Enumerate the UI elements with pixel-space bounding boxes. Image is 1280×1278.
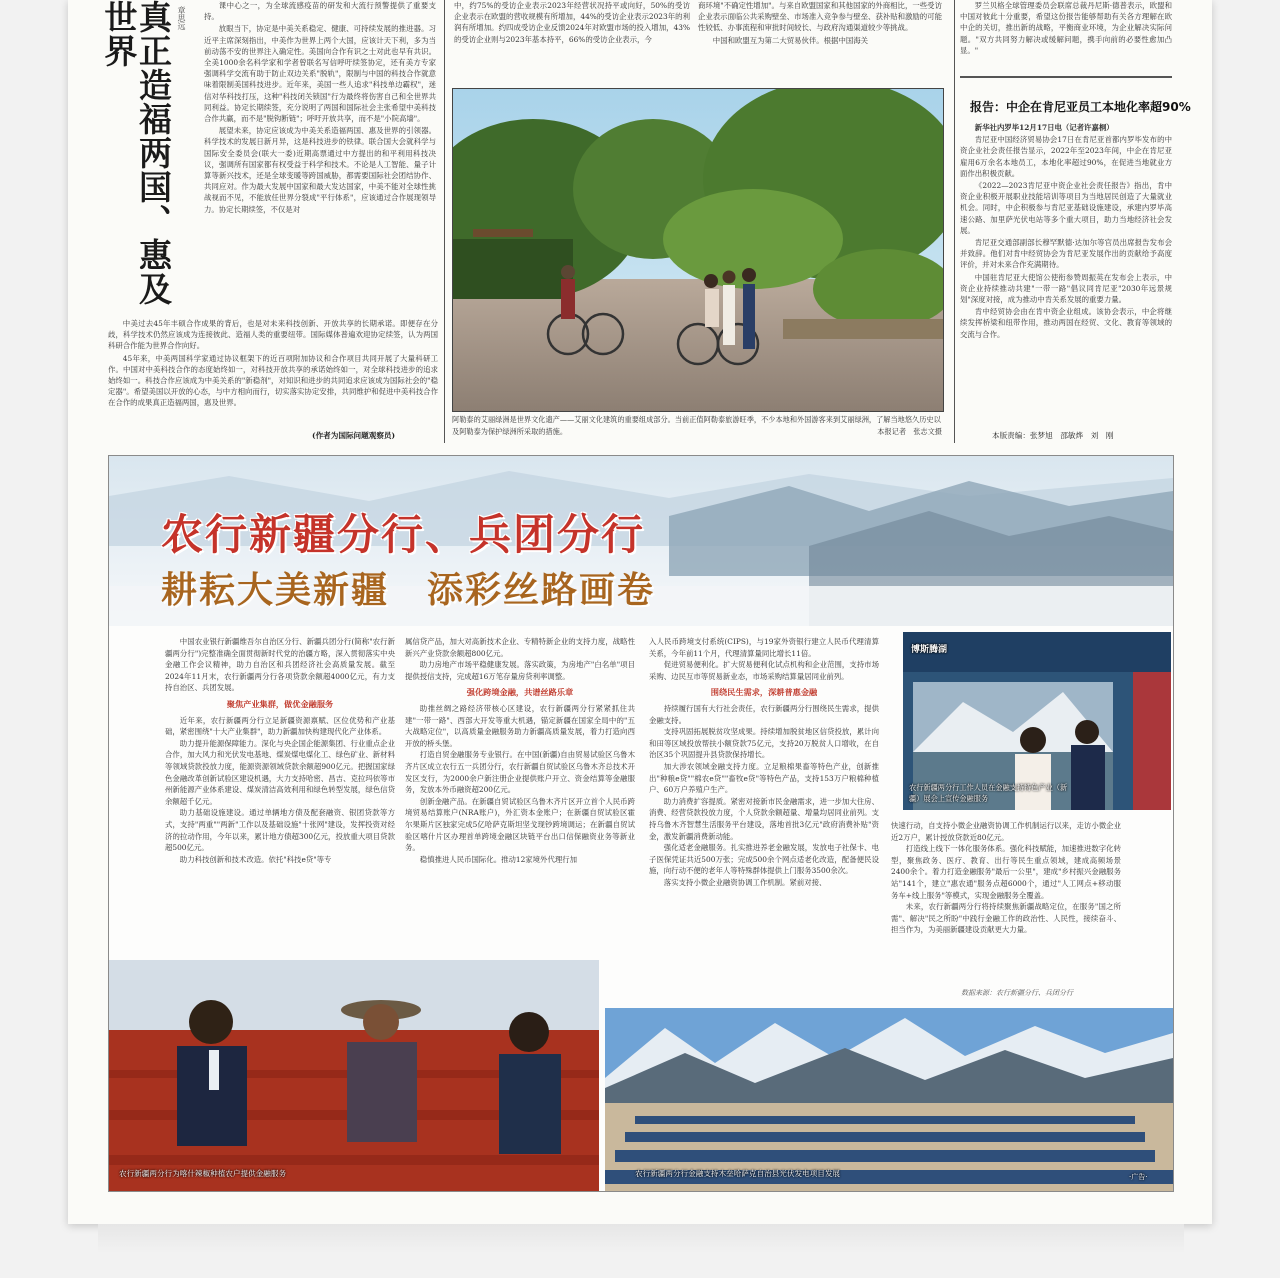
article-headline: 真正造福两国、惠及世界 xyxy=(99,0,173,306)
ad-paragraph: 入人民币跨境支付系统(CIPS)，与19家外资银行建立人民币代理清算关系，今年前11个月，代理清算量同比增长11倍。 xyxy=(649,637,879,658)
text-paragraph: 罗兰贝格全球管理委员会联席总裁丹尼斯·德普表示，欧盟和中国对彼此十分重要，希望这份报告能够帮助有关各方理解在欧中企的关切，推出新的战略，平衡商业环境，为企业解决实际问题。"双方共同努力解决或缓解问题，携手向前的必要性愈加凸显。" xyxy=(960,1,1172,55)
article-paragraph: 展望未来，协定应该成为中美关系造福两国、惠及世界的引领器。科学技术的发展日新月异，这是科技进步的铁律。联合国大会就科学与国际安全委员会(联大一委)近期高票通过中方提出的和平利用科技决议，强调所有国家都有权受益于科学和技术。不论是人工智能、量子计算等新兴技术，还是全球变暖等跨国威胁，都需要国际社会团结协作、共同应对。作为最大发展中国家和最大发达国家，中美不能对全球性挑战视而不见，不能放任世界分裂成"平行体系"，应该通过合作展现领导力。协定长期续签，不仅是对 xyxy=(204,126,436,214)
column-rule xyxy=(444,0,445,443)
ad-section-heading: 围绕民生需求，深耕普惠金融 xyxy=(710,687,818,698)
text-paragraph: 中国和欧盟互为第二大贸易伙伴。根据中国海关 xyxy=(712,35,869,45)
ad-column-4 xyxy=(891,820,1121,980)
report-paragraph: 中国驻肯尼亚大使馆公使衔参赞周振英在发布会上表示，中资企业持续推动共建"一带一路"倡议同肯尼亚"2030年远景规划"深度对接，成为推动中肯关系发展的重要力量。 xyxy=(960,272,1172,305)
ad-source: 数据来源：农行新疆分行、兵团分行 xyxy=(961,989,1073,997)
ad-paragraph: 快速行动，自支持小微企业融资协调工作机制运行以来，走访小微企业近2万户，累计授放贷款近80亿元。 xyxy=(891,821,1121,842)
report-paragraph: 肯尼亚交通部副部长穆罕默德·达加尔等官员出席报告发布会并致辞。他们对肯中经贸协会为肯尼亚发展作出的贡献给予高度评价，并对未来合作充满期待。 xyxy=(960,238,1172,270)
article-author: 章思远 xyxy=(177,6,186,30)
report-column xyxy=(960,122,1172,422)
ad-paragraph: 落实支持小微企业融资协调工作机制。紧前对接、 xyxy=(663,877,827,887)
eu-report-text-3 xyxy=(960,0,1172,64)
ad-paragraph: 助力科技创新和技术改造。依托"科技e贷"等专 xyxy=(179,854,332,864)
ad-mark: ·广告· xyxy=(1129,1173,1148,1181)
report-paragraph: 《2022—2023肯尼亚中资企业社会责任报告》指出，肯中资企业积极开展职业技能培训等项目为当地居民创造了大量就业机会。同时，中企积极参与肯尼亚基础设施建设，承建内罗毕高速公路、加里萨光伏电站等多个重大项目，助力当地经济社会发展。 xyxy=(960,181,1172,235)
eu-report-text-2 xyxy=(698,0,942,66)
photo-credit: 本报记者 张志文摄 xyxy=(877,427,942,436)
article-signature: (作者为国际问题观察员) xyxy=(312,431,396,440)
ad-paragraph: 助力提升能源保障能力。深化与央企国企能源集团、行业重点企业合作，加大风力和光伏发电基地、煤炭煤电煤化工、绿色矿业、新材料等领域贷款投放力度，能源资源领域贷款余额超900亿元。把握国家绿色金融改革创新试验区建设机遇，大力支持哈密、昌吉、克拉玛依等市州新能源产业体系建设、煤炭清洁高效利用和绿色转型发展，绿色信贷余额超千亿元。 xyxy=(165,738,395,806)
text-paragraph: 商环境"不确定性增加"。与来自欧盟国家和其他国家的外商相比，一些受访企业表示面临公共采购壁垒、市场准入竞争参与壁垒、获补贴和激励的可能性较低、办事流程和审批时间较长、与政府沟通渠道较少等挑战。 xyxy=(698,1,942,33)
ad-paragraph: 助力消费扩容提质。紧密对接新市民金融需求，进一步加大住房、消费、经营贷款投放力度，个人贷款余额超量、增量均居同业前列。支持乌鲁木齐智慧生活服务平台建设，落地首批3亿元"政府消费补贴"资金，激发新疆消费新动能。 xyxy=(649,796,879,841)
ad-intro: 中国农业银行新疆维吾尔自治区分行、新疆兵团分行(简称"农行新疆两分行")完整准确全面贯彻新时代党的治疆方略，深入贯彻落实中央金融工作会议精神，助力自治区和兵团经济社会高质量发展。截至2024年11月末，农行新疆两分行各项贷款余额超4000亿元，有力支持自治区、兵团发展。 xyxy=(165,637,395,693)
ad-paragraph: 属信贷产品，加大对高新技术企业、专精特新企业的支持力度，战略性新兴产业贷款余额超800亿元。 xyxy=(405,637,635,658)
ad-paragraph: 助力房地产市场平稳健康发展。落实政策，为房地产"白名单"项目提供授信支持，完成超16万笔存量房贷利率调整。 xyxy=(405,660,635,681)
ad-section-heading: 强化跨境金融，共谱丝路乐章 xyxy=(466,687,574,698)
ad-banner xyxy=(109,456,1173,626)
report-paragraph: 肯尼亚中国经济贸易协会17日在肯尼亚首都内罗毕发布的中资企业社会责任报告显示，2022年至2023年间，中企在肯尼亚雇用6万余名本地员工，本地化率超过90%，在促进当地就业方面作出积极贡献。 xyxy=(960,135,1172,178)
ad-paragraph: 强化适老金融服务。扎实推进养老金融发展，发放电子社保卡、电子医保凭证共近500万张；完成500余个网点适老化改造，配备便民设施，向行动不便的老年人等特殊群体提供上门服务3500余次。 xyxy=(649,843,879,876)
booth-sign-text: 博斯腾湖 xyxy=(911,645,948,655)
article-bottom-column xyxy=(108,318,438,428)
section-rule xyxy=(960,76,1172,78)
oasis-photo xyxy=(452,88,944,412)
ad-paragraph: 未来，农行新疆两分行将持续聚焦新疆战略定位，在服务"国之所需"、解决"民之所盼"中践行金融工作的政治性、人民性，接续奋斗、担当作为，为美丽新疆建设贡献更大力量。 xyxy=(891,902,1121,935)
text-paragraph: 中，约75%的受访企业表示2023年经营状况持平或向好，50%的受访企业表示在欧盟的营收规模有所增加，44%的受访企业表示2023年的利润有所增加。约四成受访企业反馈2024年对欧盟市场的投入增加，43%的受访企业则与2023年基本持平，66%的受访企业表示，今 xyxy=(454,1,690,44)
ad-section-heading: 聚焦产业集群，做优金融服务 xyxy=(226,698,334,709)
chili-farm-photo xyxy=(109,960,599,1191)
photo-caption-text: 阿勒泰的艾丽绿洲是世界文化遗产——艾丽文化建筑的重要组成部分。当前正值阿勒泰旅游旺季，不少本地和外国游客来到艾丽绿洲，了解当地悠久历史以及阿勒泰为保护绿洲所采取的措施。 xyxy=(452,415,941,436)
advertorial-panel xyxy=(108,455,1174,1192)
eu-report-text-1 xyxy=(454,0,690,66)
ad-column-1 xyxy=(165,636,395,936)
exhibition-photo-caption: 农行新疆两分行工作人员在金融支持特色产业（新疆）展会上宣传金融服务 xyxy=(909,783,1068,803)
column-rule xyxy=(954,0,955,443)
article-paragraph: 课中心之一，为全球流感疫苗的研发和大流行预警提供了重要支持。 xyxy=(204,1,436,22)
ad-paragraph: 加大涉农领域金融支持力度。立足粮棉果畜等特色产业，创新推出"种粮e贷""棉农e贷""畜牧e贷"等特色产品，支持153万户粮棉种植户、60万户养殖户生产。 xyxy=(649,761,879,795)
solar-farm-photo xyxy=(605,1008,1173,1191)
ad-paragraph: 近年来，农行新疆两分行立足新疆资源禀赋、区位优势和产业基础，紧密围绕"十大产业集群"，助力新疆加快构建现代化产业体系。 xyxy=(165,715,395,737)
ad-title: 农行新疆分行、兵团分行 xyxy=(161,510,646,559)
ad-paragraph: 促进贸易便利化。扩大贸易便利化试点机构和企业范围，支持市场采购、边民互市等贸易新业态，市场采购结算量居同业前列。 xyxy=(649,660,879,681)
article-paragraph: 中美过去45年丰硕合作成果的背后，也是对未来科技创新、开放共享的长期承诺。即便存在分歧，科学技术仍然应该成为连接彼此、造福人类的重要纽带。国际媒体普遍欢迎协定续签，认为两国科研合作能为世界合作向好。 xyxy=(108,319,438,351)
report-paragraph: 肯中经贸协会由在肯中资企业组成。该协会表示，中企将继续发挥桥梁和纽带作用，推动两国在经贸、文化、教育等领域的交流与合作。 xyxy=(960,307,1172,339)
article-paragraph: 45年来，中美两国科学家通过协议框架下的近百项附加协议和合作项目共同开展了大量科研工作。中国对中美科技合作的态度始终如一，对科技开放共享的承诺始终如一，对全球科技进步的追求始终如一。科技合作应该成为中美关系的"新稳剂"，对知识和进步的共同追求应该成为国际社会的"稳定器"。希望美国以开放的心态，与中方相向而行，切实落实协定安排，共同维护和促进中美科技合作在合作的成果真正造福两国，惠及世界。 xyxy=(108,353,438,408)
article-paragraph: 放眼当下，协定是中美关系稳定、健康、可持续发展的推进器。习近平主席深刻指出，中美作为世界上两个大国，应该计天下利，多为当前动荡不安的世界注入确定性。美国向合作有识之士对此也早有共识。全美1000余名科学家和学者曾联名写信呼吁续签协定，还有美方专家强调科学交流有助于防止双边关系"脱轨"，限制与中国的科技合作就意味着限制美国科技进步。近年来，美国一些人追求"科技单边霸权"，迷信对华科技打压，这种"科技闭关锁国"行为最终将伤害自己和全世界共同利益。协定长期续签，充分说明了两国和国际社会主张希望中美科技合作共赢，而不是"脱钩断链"；呼吁开放共享，而不是"小院高墙"。 xyxy=(204,24,436,124)
ad-paragraph: 持续履行国有大行社会责任，农行新疆两分行围绕民生需求，提供金融支持。 xyxy=(649,703,879,725)
ad-paragraph: 助推丝绸之路经济带核心区建设，农行新疆两分行紧紧抓住共建"一带一路"、西部大开发等重大机遇，锚定新疆在国家全局中的"五大战略定位"，以高质量金融服务助力新疆高质量发展，着力打造向西开放的桥头堡。 xyxy=(405,703,635,748)
ad-subtitle: 耕耘大美新疆 添彩丝路画卷 xyxy=(161,570,656,611)
ad-paragraph: 打造自贸金融服务专业银行。在中国(新疆)自由贸易试验区乌鲁木齐片区成立农行五一兵团分行，农行新疆自贸试验区乌鲁木齐总技术开发区支行，为2000余户新注册企业提供账户开立、资金结算等金融服务，发放本外币融资超200亿元。 xyxy=(405,750,635,795)
solar-farm-illustration xyxy=(605,1008,1173,1191)
ad-paragraph: 打造线上线下一体化服务体系。强化科技赋能，加速推进数字化转型，聚焦政务、医疗、教育、出行等民生重点领域，建成高频场景2400余个。着力打造金融服务"最后一公里"，建成"乡村振兴金融服务站"141个，建立"惠农通"服务点超6000个，通过"人工网点+移动服务车+线上服务"等模式，实现金融服务全覆盖。 xyxy=(891,844,1121,900)
page-shadow xyxy=(98,1224,1184,1254)
page-editors: 本版责编：张梦旭 邵敏烨 刘 刚 xyxy=(992,431,1114,440)
ad-column-3 xyxy=(649,636,879,956)
ad-paragraph: 稳慎推进人民币国际化。推动12家境外代理行加 xyxy=(419,854,578,864)
report-headline: 报告：中企在肯尼亚员工本地化率超90% xyxy=(970,100,1191,114)
oasis-photo-caption xyxy=(452,414,942,442)
solar-photo-caption: 农行新疆两分行金融支持木垒哈萨克自治县光伏发电项目发展 xyxy=(635,1169,841,1178)
report-dateline: 新华社内罗毕12月17日电（记者许嘉桐） xyxy=(974,123,1114,132)
ad-paragraph: 助力基础设施建设。通过单辆地方债及配套融资、银团贷款等方式，支持"两重""两新"工作以及基础设施"十张网"建设，发挥投资对经济的拉动作用，今年以来，累计地方债超300亿元，投放重大项目贷款超500亿元。 xyxy=(165,808,395,853)
exhibition-photo xyxy=(903,632,1171,810)
oasis-illustration xyxy=(453,89,943,411)
chili-farm-illustration xyxy=(109,960,599,1191)
chili-photo-caption: 农行新疆两分行为喀什辣椒种植农户提供金融服务 xyxy=(119,1169,287,1178)
ad-column-2 xyxy=(405,636,635,936)
ad-paragraph: 创新金融产品。在新疆自贸试验区乌鲁木齐片区开立首个人民币跨境贸易结算账户(NRA账户)，外汇资本金账户；在新疆自贸试验区霍尔果斯片区独家完成5亿哈萨克斯坦坚戈现钞跨境调运；在新疆自贸试验区喀什片区办理首单跨境金融区块链平台出口信保融资业务等新业务。 xyxy=(405,796,635,853)
article-right-column xyxy=(204,0,436,318)
ad-paragraph: 支持巩固拓展脱贫攻坚成果。持续增加脱贫地区信贷投放，累计向和田等区域投放帮扶小额贷款75亿元，支持20万脱贫人口增收，在自治区35个巩固提升县贷款保持增长。 xyxy=(649,727,879,760)
